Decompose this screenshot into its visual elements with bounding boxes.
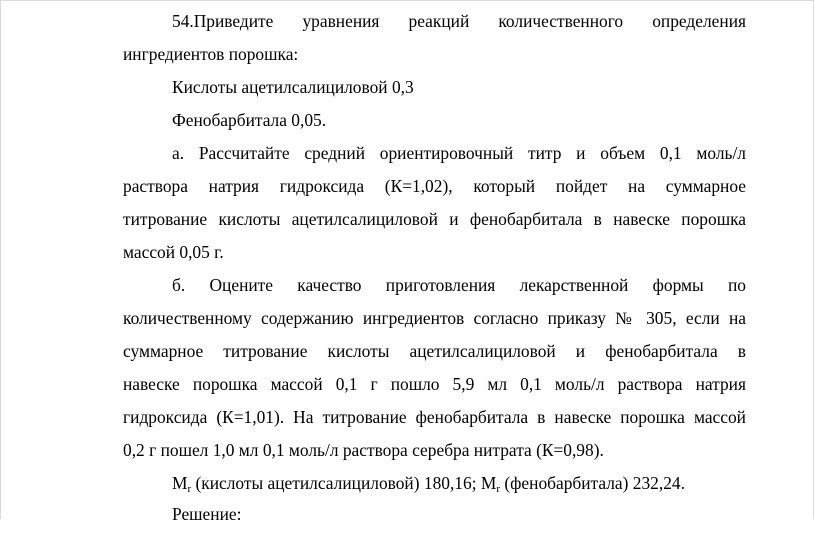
part-b-line-5: гидроксида (К=1,01). На титрование фенобарбитала в навеске порошка массой [123,407,746,427]
mr-subscript-2: r [496,483,501,495]
ingredient-line-2: Фенобарбитала 0,05. [172,110,327,130]
part-a-line-4: массой 0,05 г. [123,242,224,262]
mr-symbol-1: M [172,473,188,493]
part-b-line-1: б. Оцените качество приготовления лекарственной формы по [172,275,746,295]
mr-text-1: (кислоты ацетилсалициловой) 180,16; M [191,473,497,493]
mr-text-2: (фенобарбитала) 232,24. [500,473,685,493]
part-a-line-1: а. Рассчитайте средний ориентировочный титр и объем 0,1 моль/л [172,143,746,163]
part-b-line-6: 0,2 г пошел 1,0 мл 0,1 моль/л раствора серебра нитрата (К=0,98). [123,440,604,460]
part-b-line-4: навеске порошка массой 0,1 г пошло 5,9 мл 0,1 моль/л раствора натрия [123,374,746,394]
part-b-line-2: количественному содержанию ингредиентов согласно приказу № 305, если на [123,308,746,328]
task-line-1: 54.Приведите уравнения реакций количественного определения [172,11,746,31]
part-a-line-3: титрование кислоты ацетилсалициловой и фенобарбитала в навеске порошка [123,209,746,229]
molar-mass-line [172,473,685,506]
part-a-line-2: раствора натрия гидроксида (К=1,02), который пойдет на суммарное [123,176,746,196]
solution-heading: Решение: [172,504,242,524]
part-b-line-3: суммарное титрование кислоты ацетилсалициловой и фенобарбитала в [123,341,746,361]
ingredient-line-1: Кислоты ацетилсалициловой 0,3 [172,77,414,97]
mr-subscript-1: r [187,483,192,495]
task-line-2: ингредиентов порошка: [123,44,299,64]
